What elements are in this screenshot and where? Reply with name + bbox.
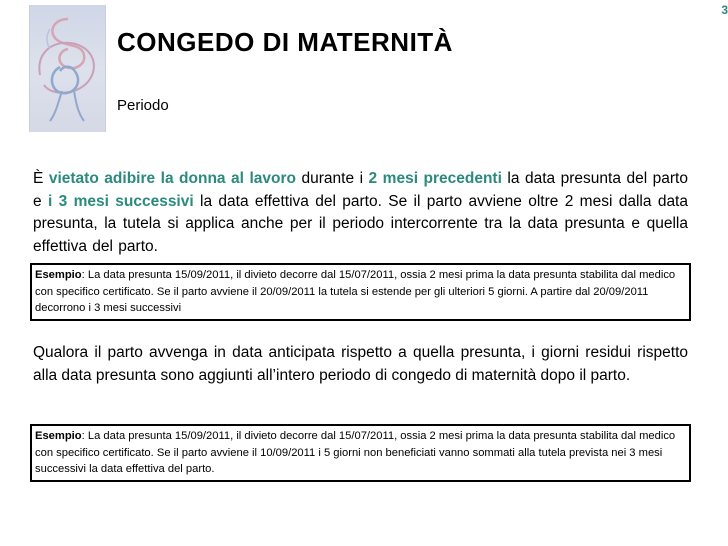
highlight-prohibition: vietato adibire la donna al lavoro: [48, 170, 297, 187]
example-box-1: [30, 263, 691, 321]
maternity-logo-icon: [29, 5, 106, 132]
page-subtitle: Periodo: [117, 97, 169, 114]
paragraph-text: È: [33, 170, 49, 187]
example-label: Esempio: [35, 269, 82, 281]
page-title: CONGEDO DI MATERNITÀ: [117, 27, 453, 57]
example-label: Esempio: [35, 430, 82, 442]
paragraph-text: durante i: [296, 170, 369, 187]
example-text: : La data presunta 15/09/2011, il divieto decorre dal 15/07/2011, ossia 2 mesi prima la data presunta stabilita dal medico con specifico certificato. Se il parto avviene il 20/09/2011 la tutela si estende per gli ulteriori 5 giorni. A partire dal 20/09/2011 decorrono i 3 mesi successivi: [35, 269, 676, 314]
highlight-two-months-before: 2 mesi precedenti: [368, 170, 502, 187]
highlight-three-months-after: i 3 mesi successivi: [47, 192, 194, 210]
paragraph-text: la data presunta del parto e: [33, 170, 688, 210]
page-number: 3: [721, 3, 728, 17]
example-text: : La data presunta 15/09/2011, il divieto decorre dal 15/07/2011, ossia 2 mesi prima la data presunta stabilita dal medico con specifico certificato. Se il parto avviene il 10/09/2011 i 5 giorni non beneficiati vanno sommati alla tutela prevista nei 3 mesi successivi la data effettiva del parto.: [35, 430, 676, 475]
example-box-2: [30, 424, 691, 482]
paragraph-text: la data effettiva del parto. Se il parto avviene oltre 2 mesi dalla data presunta, la tutela si applica anche per il periodo intercorrente tra la data presunta e quella effettiva del parto.: [33, 192, 688, 255]
paragraph-prohibition: [33, 168, 688, 258]
paragraph-early-birth: Qualora il parto avvenga in data anticipata rispetto a quella presunta, i giorni residui rispetto alla data presunta sono aggiunti all’intero periodo di congedo di maternità dopo il parto.: [33, 344, 688, 384]
